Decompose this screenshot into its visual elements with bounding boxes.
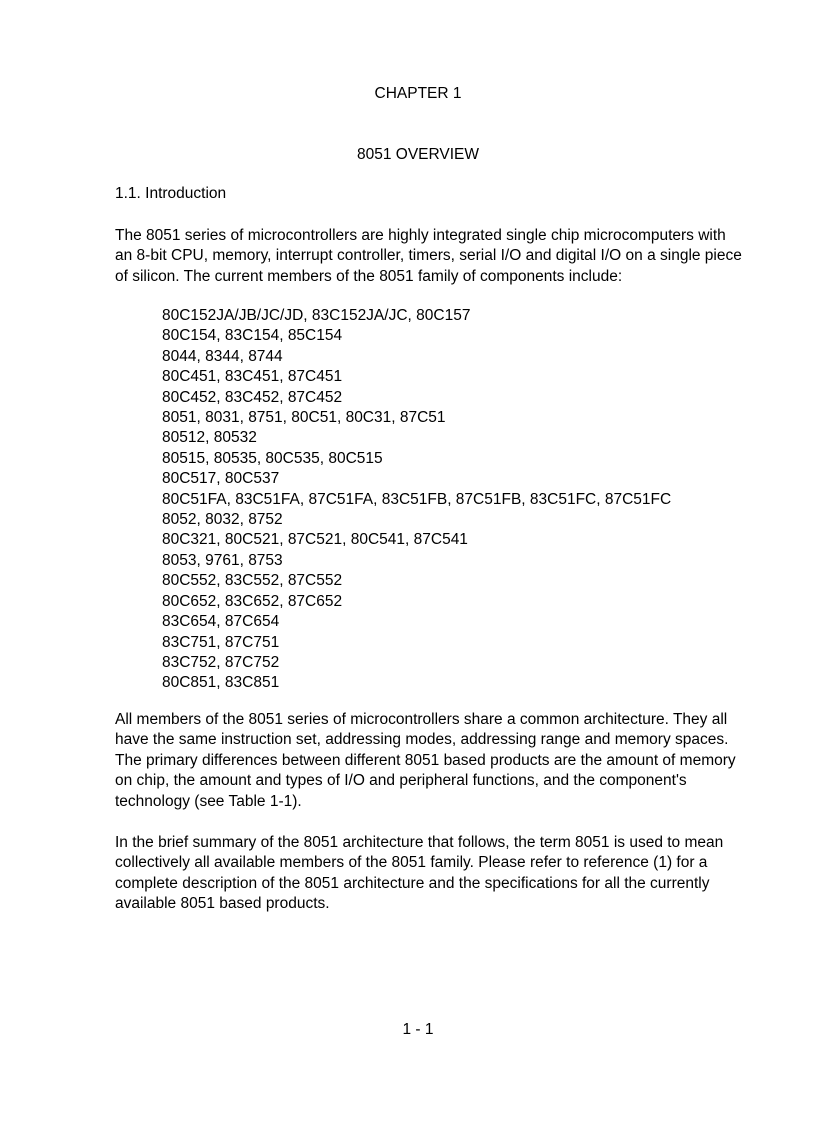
list-item: 8052, 8032, 8752	[162, 511, 283, 529]
chapter-title: CHAPTER 1	[374, 85, 462, 102]
list-item: 8044, 8344, 8744	[162, 347, 283, 365]
summary-paragraph: In the brief summary of the 8051 architecture that follows, the term 8051 is used to mean collectively all available members of the 8051 family. Please refer to reference (1) for a complete description of the 8051 architecture and the specifications for all the currently available 8051 based products.	[115, 834, 724, 913]
page-number: 1 - 1	[402, 1021, 434, 1038]
list-item: 80C552, 83C552, 87C552	[162, 572, 343, 590]
list-item: 8051, 8031, 8751, 80C51, 80C31, 87C51	[162, 409, 446, 427]
list-item: 80515, 80535, 80C535, 80C515	[162, 449, 383, 467]
list-item: 80C51FA, 83C51FA, 87C51FA, 83C51FB, 87C51FB, 83C51FC, 87C51FC	[162, 490, 672, 508]
list-item: 80C451, 83C451, 87C451	[162, 368, 343, 386]
list-item: 80C154, 83C154, 85C154	[162, 327, 343, 345]
list-item: 83C751, 87C751	[162, 633, 280, 651]
list-item: 80C452, 83C452, 87C452	[162, 388, 343, 406]
list-item: 80C851, 83C851	[162, 674, 280, 692]
chapter-subtitle: 8051 OVERVIEW	[356, 146, 480, 163]
component-list	[162, 306, 671, 694]
list-item: 80C517, 80C537	[162, 470, 280, 488]
list-item: 80C321, 80C521, 87C521, 80C541, 87C541	[162, 531, 468, 549]
intro-paragraph: The 8051 series of microcontrollers are highly integrated single chip microcomputers with an 8-bit CPU, memory, interrupt controller, timers, serial I/O and digital I/O on a single piece of silicon. The current members of the 8051 family of components include:	[115, 227, 742, 285]
section-heading: 1.1. Introduction	[115, 185, 227, 202]
list-item: 80512, 80532	[162, 429, 257, 447]
list-item: 83C654, 87C654	[162, 613, 280, 631]
list-item: 80C152JA/JB/JC/JD, 83C152JA/JC, 80C157	[162, 307, 471, 324]
list-item: 83C752, 87C752	[162, 653, 280, 671]
list-item: 80C652, 83C652, 87C652	[162, 592, 343, 610]
architecture-paragraph: All members of the 8051 series of microcontrollers share a common architecture. They all have the same instruction set, addressing modes, addressing range and memory spaces. The primary differences between different 8051 based products are the amount of memory on chip, the amount and types of I/O and peripheral functions, and the component's technology (see Table 1-1).	[115, 711, 736, 810]
list-item: 8053, 9761, 8753	[162, 551, 283, 569]
